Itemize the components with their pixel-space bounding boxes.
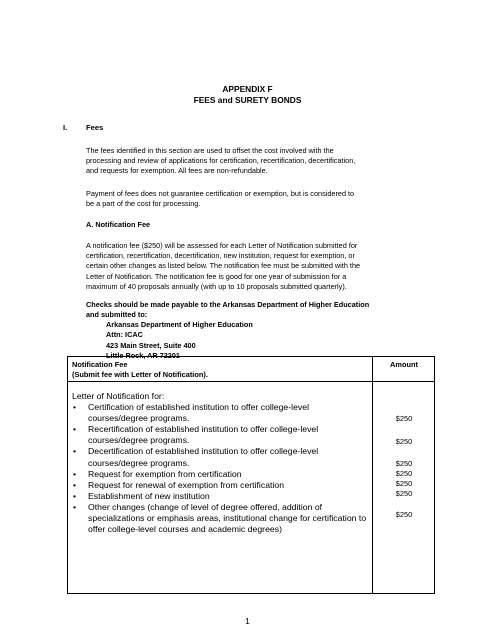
text-line: Payment of fees does not guarantee certification or exemption, but is considered to <box>86 189 355 198</box>
text-line: certification, recertification, decertification, new institution, request for exemption, or <box>86 251 355 261</box>
text-line: Checks should be made payable to the Arkansas Department of Higher Education <box>86 300 370 309</box>
text-line: A notification fee ($250) will be assessed for each Letter of Notification submitted for <box>86 241 358 250</box>
fee-amount: $250 <box>395 437 413 446</box>
fee-item-list <box>72 402 368 535</box>
list-item-text: Certification of established institution to offer college-level courses/degree programs. <box>88 402 310 424</box>
list-item <box>72 424 368 446</box>
bullet-icon: • <box>73 424 77 435</box>
header-line: (Submit fee with Letter of Notification). <box>72 370 208 379</box>
bullet-icon: • <box>73 468 77 479</box>
appendix-title: APPENDIX F <box>222 84 273 94</box>
section-title: Fees <box>86 123 104 132</box>
list-item-text: Decertification of established institution to offer college-level courses/degree programs. <box>88 446 319 468</box>
text-line: and requests for exemption. All fees are non-refundable. <box>86 166 268 176</box>
list-item <box>72 480 368 491</box>
address-line: Little Rock, AR 72201 <box>106 350 180 360</box>
fee-amount: $250 <box>395 469 413 478</box>
table-intro: Letter of Notification for: <box>72 391 165 401</box>
list-item <box>72 502 368 535</box>
fee-amount: $250 <box>395 479 413 488</box>
mailing-address <box>86 320 253 361</box>
text-line: maximum of 40 proposals annually (with up to 10 proposals submitted quarterly). <box>86 281 347 291</box>
list-item <box>72 469 368 480</box>
table-body-description <box>72 391 368 535</box>
text-line: certain other changes as listed below. The notification fee must be submitted with the <box>86 261 361 271</box>
bullet-icon: • <box>73 402 77 413</box>
bullet-icon: • <box>73 501 77 512</box>
subsection-title: A. Notification Fee <box>86 220 151 229</box>
text-line: be a part of the cost for processing. <box>86 199 201 209</box>
list-item-text: Request for renewal of exemption from certification <box>88 479 285 490</box>
table-header-divider <box>68 381 434 382</box>
fee-table <box>67 356 435 594</box>
fees-paragraph-2 <box>86 189 436 209</box>
fee-amount: $250 <box>395 414 413 423</box>
fee-amount: $250 <box>395 489 413 498</box>
text-line: and submitted to: <box>86 310 148 320</box>
list-item <box>72 446 368 468</box>
table-header-amount: Amount <box>390 360 418 369</box>
address-line: 423 Main Street, Suite 400 <box>106 340 196 350</box>
list-item <box>72 402 368 424</box>
list-item-text: Establishment of new institution <box>88 490 210 501</box>
list-item-text: Recertification of established institution to offer college-level courses/degree programs. <box>88 424 319 446</box>
checks-instructions <box>86 300 436 320</box>
bullet-icon: • <box>73 446 77 457</box>
header-line: Notification Fee <box>72 360 128 369</box>
address-line: Arkansas Department of Higher Education <box>106 320 253 329</box>
text-line: The fees identified in this section are used to offset the cost involved with the <box>86 146 334 155</box>
fees-paragraph-1 <box>86 146 436 177</box>
bullet-icon: • <box>73 479 77 490</box>
list-item-text: Request for exemption from certification <box>88 468 242 479</box>
address-line: Attn: ICAC <box>106 330 143 340</box>
page-number: 1 <box>245 616 250 626</box>
text-line: processing and review of applications for certification, recertification, decertification, <box>86 156 356 166</box>
text-line: Letter of Notification. The notification fee is good for one year of submission for a <box>86 271 347 281</box>
notification-paragraph <box>86 241 436 292</box>
fee-amount: $250 <box>395 510 413 519</box>
appendix-subtitle: FEES and SURETY BONDS <box>193 95 302 105</box>
list-item <box>72 491 368 502</box>
section-numeral: I. <box>63 123 68 132</box>
table-header-description <box>72 360 208 380</box>
fee-amount: $250 <box>395 459 413 468</box>
list-item-text: Other changes (change of level of degree offered, addition of specializations or emphasis areas, institutional change for certification to offer college-level courses and academic degrees) <box>88 501 367 535</box>
bullet-icon: • <box>73 490 77 501</box>
